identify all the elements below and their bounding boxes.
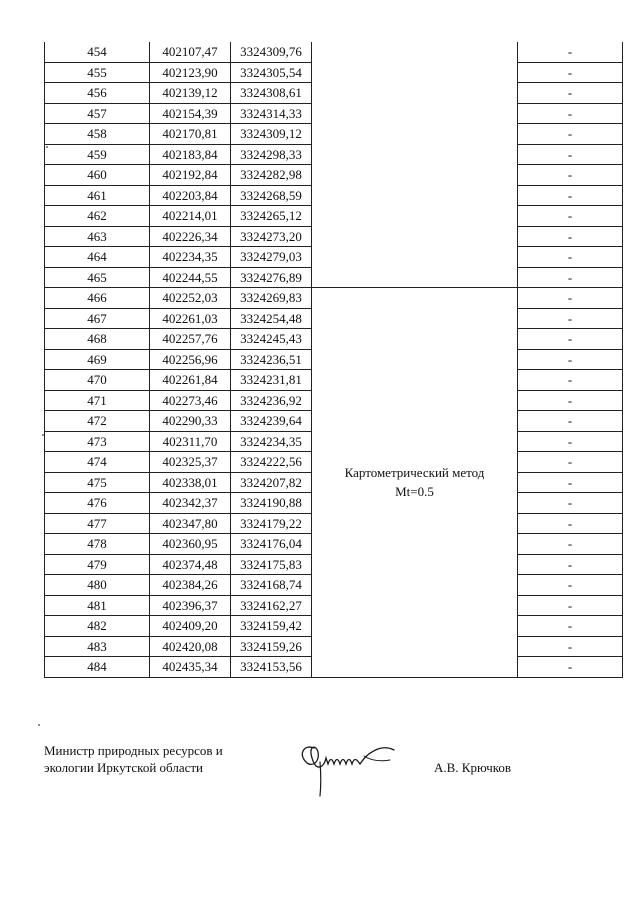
x-coordinate-cell: 402396,37	[150, 595, 231, 616]
extra-value-cell: -	[518, 308, 623, 329]
y-coordinate-cell: 3324162,27	[231, 595, 312, 616]
point-number-cell: 464	[45, 247, 150, 268]
y-coordinate-cell: 3324309,12	[231, 124, 312, 145]
extra-value-cell: -	[518, 247, 623, 268]
x-coordinate-cell: 402347,80	[150, 513, 231, 534]
point-number-cell: 466	[45, 288, 150, 309]
extra-value-cell: -	[518, 226, 623, 247]
x-coordinate-cell: 402273,46	[150, 390, 231, 411]
point-number-cell: 463	[45, 226, 150, 247]
extra-value-cell: -	[518, 534, 623, 555]
table-row	[45, 42, 623, 62]
x-coordinate-cell: 402261,84	[150, 370, 231, 391]
y-coordinate-cell: 3324239,64	[231, 411, 312, 432]
y-coordinate-cell: 3324282,98	[231, 165, 312, 186]
point-number-cell: 477	[45, 513, 150, 534]
point-number-cell: 475	[45, 472, 150, 493]
y-coordinate-cell: 3324159,26	[231, 636, 312, 657]
point-number-cell: 460	[45, 165, 150, 186]
x-coordinate-cell: 402374,48	[150, 554, 231, 575]
extra-value-cell: -	[518, 636, 623, 657]
x-coordinate-cell: 402360,95	[150, 534, 231, 555]
signatory-name: А.В. Крючков	[434, 760, 512, 775]
point-number-cell: 468	[45, 329, 150, 350]
point-number-cell: 467	[45, 308, 150, 329]
point-number-cell: 483	[45, 636, 150, 657]
signatory-title	[44, 742, 223, 776]
point-number-cell: 473	[45, 431, 150, 452]
y-coordinate-cell: 3324153,56	[231, 657, 312, 678]
x-coordinate-cell: 402139,12	[150, 83, 231, 104]
handwritten-signature	[294, 728, 404, 798]
extra-value-cell: -	[518, 206, 623, 227]
x-coordinate-cell: 402154,39	[150, 103, 231, 124]
point-number-cell: 478	[45, 534, 150, 555]
y-coordinate-cell: 3324279,03	[231, 247, 312, 268]
x-coordinate-cell: 402107,47	[150, 42, 231, 62]
y-coordinate-cell: 3324175,83	[231, 554, 312, 575]
point-number-cell: 470	[45, 370, 150, 391]
extra-value-cell: -	[518, 431, 623, 452]
x-coordinate-cell: 402123,90	[150, 62, 231, 83]
extra-value-cell: -	[518, 267, 623, 288]
x-coordinate-cell: 402214,01	[150, 206, 231, 227]
point-number-cell: 457	[45, 103, 150, 124]
scan-speck	[38, 724, 40, 726]
extra-value-cell: -	[518, 185, 623, 206]
x-coordinate-cell: 402226,34	[150, 226, 231, 247]
table-row	[45, 288, 623, 309]
extra-value-cell: -	[518, 595, 623, 616]
extra-value-cell: -	[518, 575, 623, 596]
extra-value-cell: -	[518, 42, 623, 62]
point-number-cell: 481	[45, 595, 150, 616]
x-coordinate-cell: 402234,35	[150, 247, 231, 268]
scan-speck	[42, 434, 44, 436]
coordinates-table	[44, 42, 623, 678]
x-coordinate-cell: 402384,26	[150, 575, 231, 596]
point-number-cell: 459	[45, 144, 150, 165]
y-coordinate-cell: 3324190,88	[231, 493, 312, 514]
extra-value-cell: -	[518, 452, 623, 473]
extra-value-cell: -	[518, 288, 623, 309]
x-coordinate-cell: 402290,33	[150, 411, 231, 432]
x-coordinate-cell: 402252,03	[150, 288, 231, 309]
x-coordinate-cell: 402420,08	[150, 636, 231, 657]
y-coordinate-cell: 3324309,76	[231, 42, 312, 62]
x-coordinate-cell: 402338,01	[150, 472, 231, 493]
extra-value-cell: -	[518, 349, 623, 370]
extra-value-cell: -	[518, 616, 623, 637]
point-number-cell: 476	[45, 493, 150, 514]
point-number-cell: 474	[45, 452, 150, 473]
point-number-cell: 479	[45, 554, 150, 575]
method-name: Картометрический метод	[344, 465, 485, 481]
y-coordinate-cell: 3324168,74	[231, 575, 312, 596]
y-coordinate-cell: 3324179,22	[231, 513, 312, 534]
x-coordinate-cell: 402325,37	[150, 452, 231, 473]
extra-value-cell: -	[518, 493, 623, 514]
y-coordinate-cell: 3324276,89	[231, 267, 312, 288]
y-coordinate-cell: 3324236,92	[231, 390, 312, 411]
signatory-title-line-1: Министр природных ресурсов и	[44, 743, 223, 758]
y-coordinate-cell: 3324207,82	[231, 472, 312, 493]
y-coordinate-cell: 3324234,35	[231, 431, 312, 452]
x-coordinate-cell: 402170,81	[150, 124, 231, 145]
point-number-cell: 462	[45, 206, 150, 227]
y-coordinate-cell: 3324159,42	[231, 616, 312, 637]
x-coordinate-cell: 402311,70	[150, 431, 231, 452]
method-cell-empty	[312, 42, 518, 288]
extra-value-cell: -	[518, 329, 623, 350]
y-coordinate-cell: 3324245,43	[231, 329, 312, 350]
x-coordinate-cell: 402342,37	[150, 493, 231, 514]
y-coordinate-cell: 3324273,20	[231, 226, 312, 247]
extra-value-cell: -	[518, 390, 623, 411]
x-coordinate-cell: 402244,55	[150, 267, 231, 288]
extra-value-cell: -	[518, 165, 623, 186]
extra-value-cell: -	[518, 62, 623, 83]
x-coordinate-cell: 402257,76	[150, 329, 231, 350]
y-coordinate-cell: 3324269,83	[231, 288, 312, 309]
y-coordinate-cell: 3324298,33	[231, 144, 312, 165]
coordinates-table-body	[45, 42, 623, 677]
y-coordinate-cell: 3324236,51	[231, 349, 312, 370]
point-number-cell: 469	[45, 349, 150, 370]
point-number-cell: 461	[45, 185, 150, 206]
point-number-cell: 471	[45, 390, 150, 411]
extra-value-cell: -	[518, 657, 623, 678]
point-number-cell: 456	[45, 83, 150, 104]
extra-value-cell: -	[518, 124, 623, 145]
y-coordinate-cell: 3324254,48	[231, 308, 312, 329]
x-coordinate-cell: 402203,84	[150, 185, 231, 206]
signatory-title-line-2: экологии Иркутской области	[44, 760, 203, 775]
y-coordinate-cell: 3324222,56	[231, 452, 312, 473]
point-number-cell: 458	[45, 124, 150, 145]
x-coordinate-cell: 402183,84	[150, 144, 231, 165]
extra-value-cell: -	[518, 83, 623, 104]
extra-value-cell: -	[518, 472, 623, 493]
x-coordinate-cell: 402409,20	[150, 616, 231, 637]
extra-value-cell: -	[518, 513, 623, 534]
extra-value-cell: -	[518, 411, 623, 432]
x-coordinate-cell: 402261,03	[150, 308, 231, 329]
point-number-cell: 482	[45, 616, 150, 637]
point-number-cell: 465	[45, 267, 150, 288]
point-number-cell: 484	[45, 657, 150, 678]
y-coordinate-cell: 3324268,59	[231, 185, 312, 206]
method-accuracy: Mt=0.5	[395, 484, 434, 500]
x-coordinate-cell: 402435,34	[150, 657, 231, 678]
scan-speck	[46, 146, 48, 148]
x-coordinate-cell: 402192,84	[150, 165, 231, 186]
extra-value-cell: -	[518, 103, 623, 124]
point-number-cell: 454	[45, 42, 150, 62]
y-coordinate-cell: 3324176,04	[231, 534, 312, 555]
y-coordinate-cell: 3324265,12	[231, 206, 312, 227]
method-cell	[312, 288, 518, 678]
y-coordinate-cell: 3324231,81	[231, 370, 312, 391]
x-coordinate-cell: 402256,96	[150, 349, 231, 370]
point-number-cell: 455	[45, 62, 150, 83]
y-coordinate-cell: 3324314,33	[231, 103, 312, 124]
point-number-cell: 472	[45, 411, 150, 432]
extra-value-cell: -	[518, 370, 623, 391]
extra-value-cell: -	[518, 554, 623, 575]
y-coordinate-cell: 3324305,54	[231, 62, 312, 83]
y-coordinate-cell: 3324308,61	[231, 83, 312, 104]
point-number-cell: 480	[45, 575, 150, 596]
extra-value-cell: -	[518, 144, 623, 165]
